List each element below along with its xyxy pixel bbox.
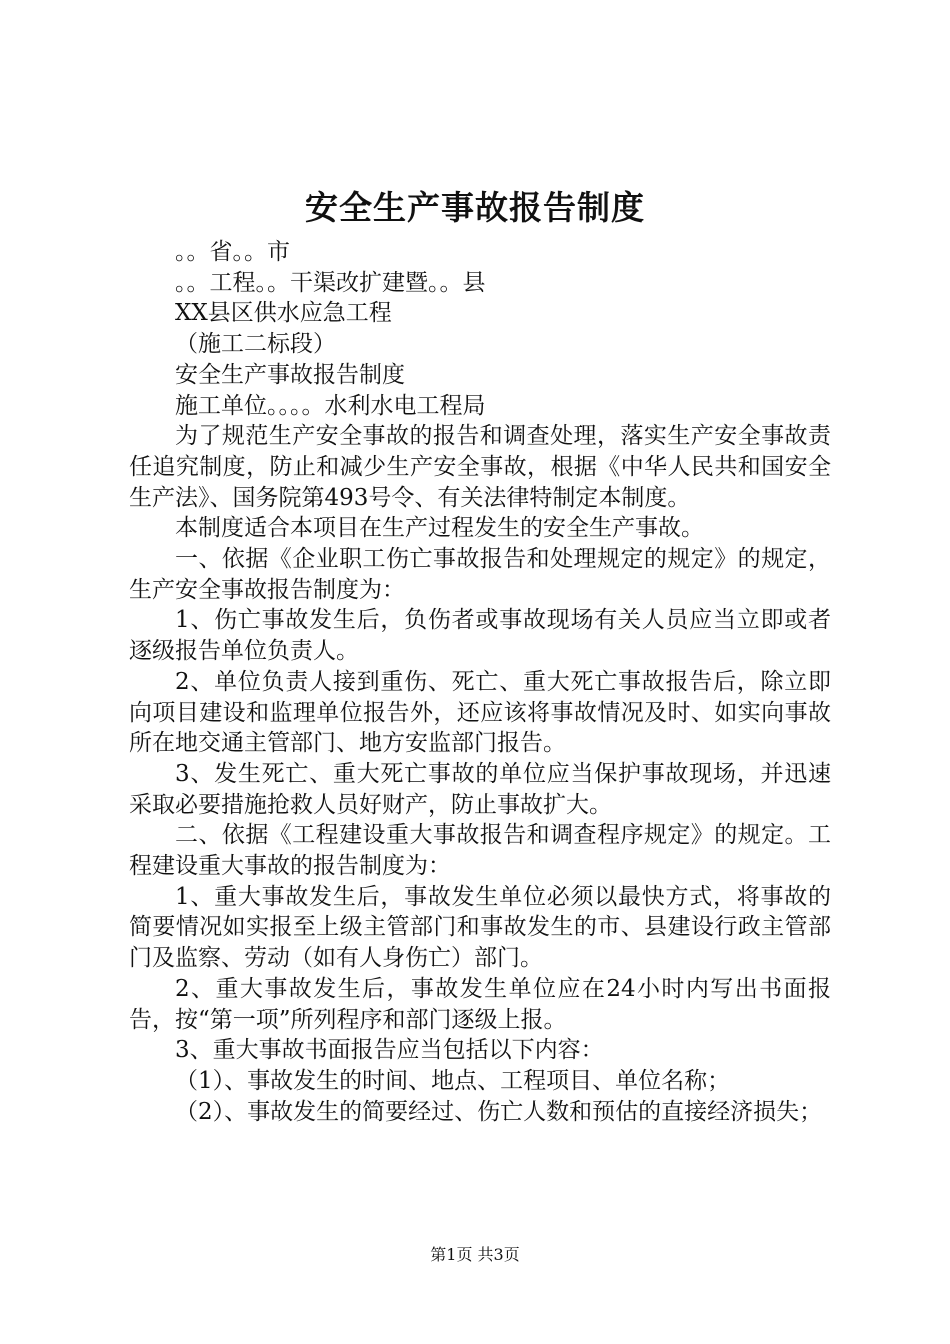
paragraph: 一、依据《企业职工伤亡事故报告和处理规定的规定》的规定，生产安全事故报告制度为： [129, 546, 831, 603]
paragraph: 3、发生死亡、重大死亡事故的单位应当保护事故现场，并迅速采取必要措施抢救人员好财产，防止事故扩大。 [129, 760, 831, 818]
paragraph: 1、伤亡事故发生后，负伤者或事故现场有关人员应当立即或者逐级报告单位负责人。 [129, 607, 831, 665]
paragraph: （1）、事故发生的时间、地点、工程项目、单位名称； [175, 1067, 731, 1094]
paragraph: 3、重大事故书面报告应当包括以下内容： [175, 1037, 604, 1064]
paragraph: 施工单位。。。。水利水电工程局 [175, 392, 486, 419]
document-body [129, 237, 831, 1127]
paragraph: 。。工程。。干渠改扩建暨。。县 [175, 269, 486, 296]
paragraph: 1、重大事故发生后，事故发生单位必须以最快方式，将事故的简要情况如实报至上级主管部门和事故发生的市、县建设行政主管部门及监察、劳动（如有人身伤亡）部门。 [129, 883, 831, 972]
paragraph: XX县区供水应急工程 [175, 300, 392, 327]
paragraph: 本制度适合本项目在生产过程发生的安全生产事故。 [175, 515, 704, 542]
paragraph: （2）、事故发生的简要经过、伤亡人数和预估的直接经济损失； [175, 1098, 823, 1125]
paragraph: （施工二标段） [175, 331, 336, 358]
paragraph: 2、重大事故发生后，事故发生单位应在24小时内写出书面报告，按“第一项”所列程序和部门逐级上报。 [129, 975, 831, 1033]
paragraph: 为了规范生产安全事故的报告和调查处理，落实生产安全事故责任追究制度，防止和减少生产安全事故，根据《中华人民共和国安全生产法》、国务院第493号令、有关法律特制定本制度。 [129, 423, 831, 511]
document-title: 安全生产事故报告制度 [305, 188, 645, 227]
paragraph: 二、依据《工程建设重大事故报告和调查程序规定》的规定。工程建设重大事故的报告制度为： [129, 822, 831, 880]
paragraph: 。。省。。市 [175, 239, 290, 265]
paragraph: 2、单位负责人接到重伤、死亡、重大死亡事故报告后，除立即向项目建设和监理单位报告外，还应该将事故情况及时、如实向事故所在地交通主管部门、地方安监部门报告。 [129, 668, 831, 757]
paragraph: 安全生产事故报告制度 [175, 361, 405, 388]
page-footer: 第1页 共3页 [430, 1245, 520, 1264]
